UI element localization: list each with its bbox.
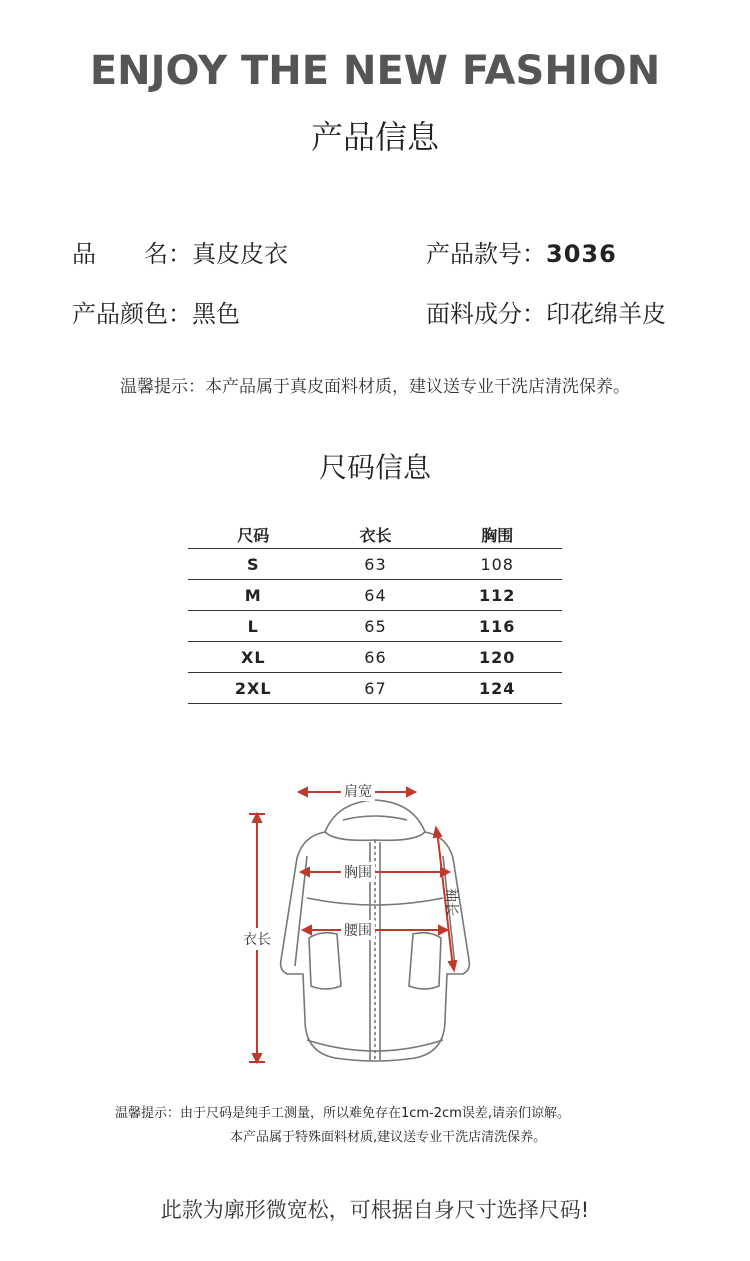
product-color-label: 产品颜色： — [72, 300, 192, 328]
cell-chest: 124 — [432, 673, 562, 704]
cell-length: 66 — [319, 642, 433, 673]
section-title-product-info: 产品信息 — [310, 118, 439, 156]
chest-label: 胸围 — [344, 865, 372, 881]
cell-length: 65 — [319, 611, 433, 642]
product-model — [426, 234, 617, 269]
size-table-header — [188, 520, 562, 549]
cell-size: L — [188, 611, 319, 642]
table-row — [188, 549, 562, 580]
product-color-value: 黑色 — [192, 300, 240, 328]
header-length: 衣长 — [319, 520, 433, 549]
product-name — [72, 234, 288, 269]
shoulder-label: 肩宽 — [344, 784, 372, 800]
header-chest: 胸围 — [432, 520, 562, 549]
care-tip: 温馨提示：本产品属于真皮面料材质，建议送专业干洗店清洗保养。 — [120, 377, 630, 397]
cell-size: 2XL — [188, 673, 319, 704]
sleeve-label: 袖长 — [443, 888, 459, 916]
product-material-value: 印花绵羊皮 — [546, 300, 666, 328]
product-color — [72, 294, 240, 329]
cell-length: 64 — [319, 580, 433, 611]
cell-size: S — [188, 549, 319, 580]
size-table — [188, 520, 562, 704]
table-row — [188, 611, 562, 642]
cell-chest: 116 — [432, 611, 562, 642]
cell-chest: 120 — [432, 642, 562, 673]
product-name-label: 品 名： — [72, 240, 192, 268]
product-model-label: 产品款号： — [426, 240, 546, 268]
fit-note: 此款为廓形微宽松，可根据自身尺寸选择尺码! — [160, 1198, 590, 1222]
product-name-value: 真皮皮衣 — [192, 240, 288, 268]
cell-size: XL — [188, 642, 319, 673]
cell-chest: 112 — [432, 580, 562, 611]
product-model-value: 3036 — [546, 240, 617, 268]
material-tip: 本产品属于特殊面料材质,建议送专业干洗店清洗保养。 — [230, 1130, 547, 1145]
length-label: 衣长 — [243, 932, 271, 948]
garment-measurement-diagram — [225, 770, 525, 1070]
product-material — [426, 294, 666, 329]
section-title-size-info: 尺码信息 — [318, 451, 431, 484]
cell-size: M — [188, 580, 319, 611]
header-size: 尺码 — [188, 520, 319, 549]
cell-length: 67 — [319, 673, 433, 704]
waist-label: 腰围 — [344, 923, 372, 939]
table-row — [188, 642, 562, 673]
headline: ENJOY THE NEW FASHION — [89, 48, 661, 94]
cell-chest: 108 — [432, 549, 562, 580]
product-material-label: 面料成分： — [426, 300, 546, 328]
table-row — [188, 673, 562, 704]
cell-length: 63 — [319, 549, 433, 580]
table-row — [188, 580, 562, 611]
measurement-tip: 温馨提示：由于尺码是纯手工测量，所以难免存在1cm-2cm误差,请亲们谅解。 — [115, 1106, 570, 1121]
